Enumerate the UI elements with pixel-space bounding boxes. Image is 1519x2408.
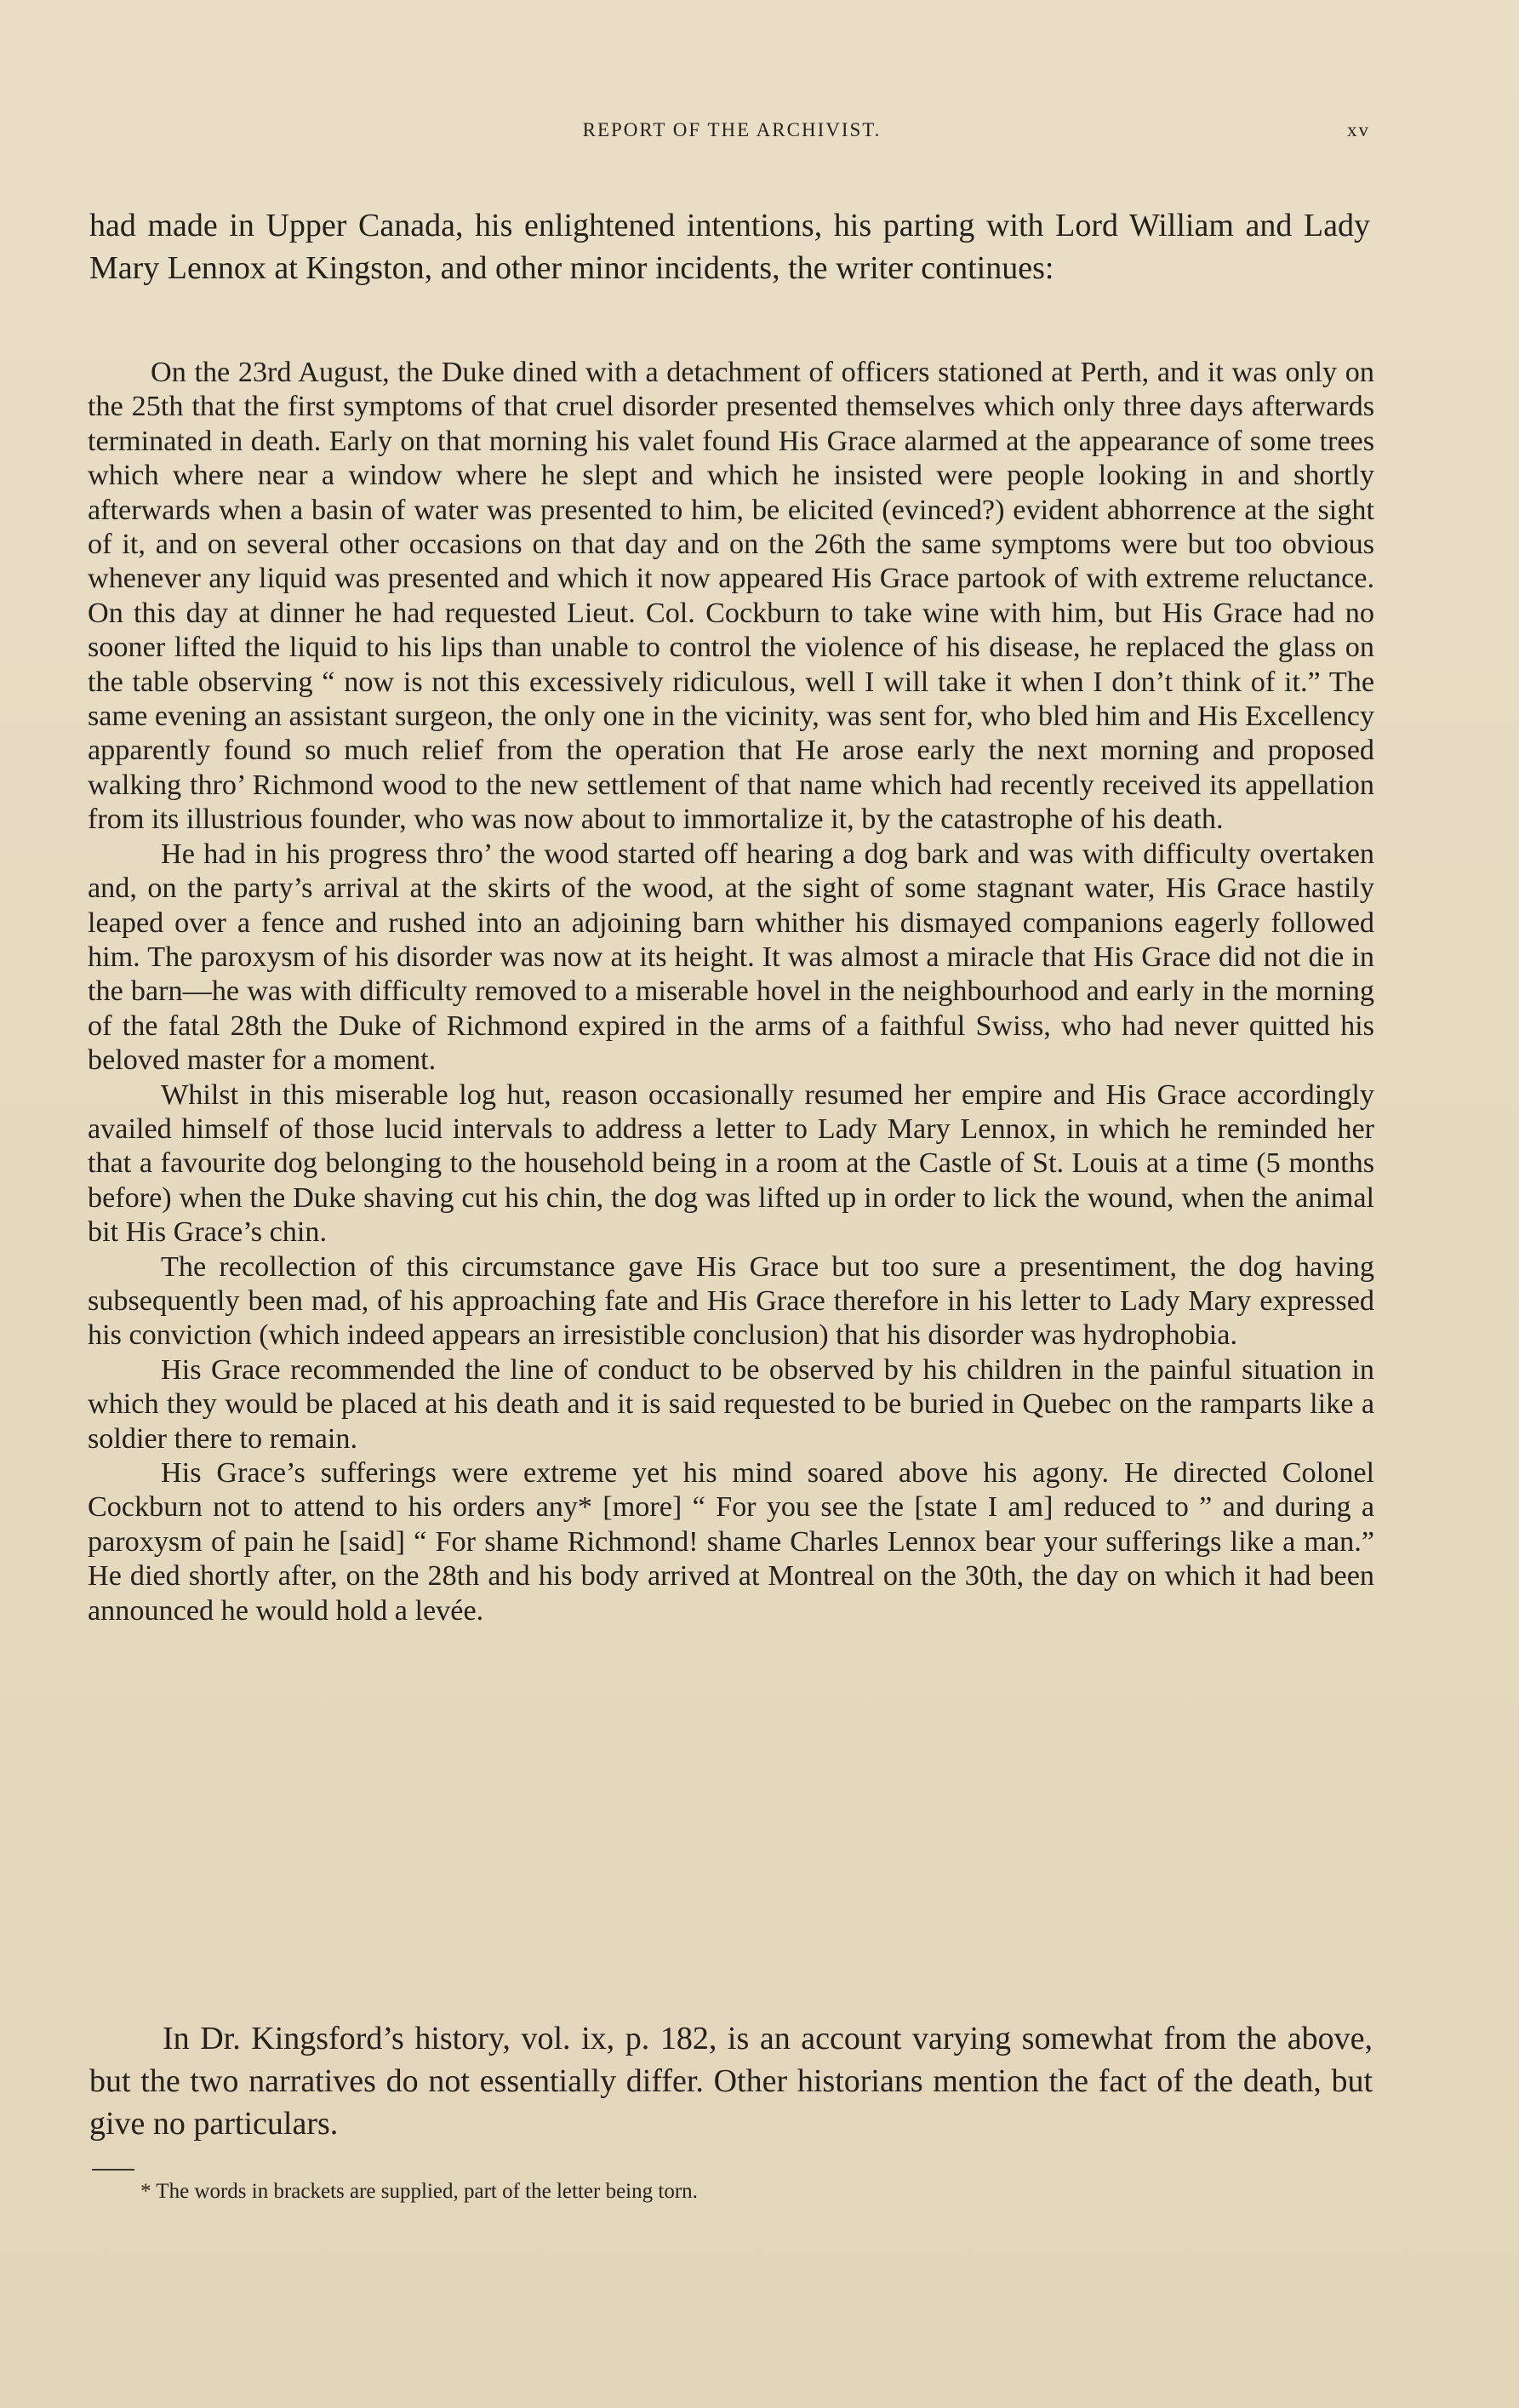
quoted-account xyxy=(88,356,1374,1628)
closing-text: In Dr. Kingsford’s history, vol. ix, p. 182, is an account varying somewhat from the above, but the two narratives do not essentially differ. Other historians mention the fact of the death, but give no particulars. xyxy=(89,2021,1373,2142)
quote-paragraph-1: On the 23rd August, the Duke dined with a detachment of officers stationed at Perth, and it was only on the 25th that the first symptoms of that cruel disorder presented themselves which only three days afterwards terminated in death. Early on that morning his valet found His Grace alarmed at the appearance of some trees which where near a window where he slept and which he insisted were people looking in and shortly afterwards when a basin of water was presented to him, be elicited (evinced?) evident abhorrence at the sight of it, and on several other occasions on that day and on the 26th the same symptoms were but too obvious whenever any liquid was presented and which it now appeared His Grace partook of with extreme reluctance. On this day at dinner he had requested Lieut. Col. Cockburn to take wine with him, but His Grace had no sooner lifted the liquid to his lips than unable to control the violence of his disease, he replaced the glass on the table observing “ now is not this excessively ridiculous, well I will take it when I don’t think of it.” The same evening an assistant surgeon, the only one in the vicinity, was sent for, who bled him and His Excellency apparently found so much relief from the operation that He arose early the next morning and proposed walking thro’ Richmond wood to the new settlement of that name which had recently received its appellation from its illustrious founder, who was now about to immortalize it, by the catastrophe of his death. xyxy=(88,357,1374,836)
running-title: REPORT OF THE ARCHIVIST. xyxy=(582,119,882,140)
quote-paragraph-2: He had in his progress thro’ the wood started off hearing a dog bark and was with difficulty overtaken and, on the party’s arrival at the skirts of the wood, at the sight of some stagnant water, His Grace hastily leaped over a fence and rushed into an adjoining barn whither his dismayed companions eagerly followed him. The paroxysm of his disorder was now at its height. It was almost a miracle that His Grace did not die in the barn—he was with difficulty removed to a miserable hovel in the neighbourhood and early in the morning of the fatal 28th the Duke of Richmond expired in the arms of a faithful Swiss, who had never quitted his beloved master for a moment. xyxy=(88,838,1374,1077)
footnote: * The words in brackets are supplied, part of the letter being torn. xyxy=(140,2180,698,2203)
page-number: xv xyxy=(1347,119,1370,140)
intro-text: had made in Upper Canada, his enlightened intentions, his parting with Lord William and Lady Mary Lennox at Kingston, and other minor incidents, the writer continues: xyxy=(89,208,1370,286)
quote-paragraph-6: His Grace’s sufferings were extreme yet his mind soared above his agony. He directed Colonel Cockburn not to attend to his orders any* [more] “ For you see the [state I am] reduced to ” and during a paroxysm of pain he [said] “ For shame Richmond! shame Charles Lennox bear your sufferings like a man.” He died shortly after, on the 28th and his body arrived at Montreal on the 30th, the day on which it had been announced he would hold a levée. xyxy=(88,1457,1374,1627)
quote-paragraph-4: The recollection of this circumstance gave His Grace but too sure a presentiment, the dog having subsequently been mad, of his approaching fate and His Grace therefore in his letter to Lady Mary expressed his conviction (which indeed appears an irresistible conclusion) that his disorder was hydrophobia. xyxy=(88,1250,1374,1352)
closing-paragraph xyxy=(89,2017,1373,2145)
quote-paragraph-3: Whilst in this miserable log hut, reason occasionally resumed her empire and His Grace accordingly availed himself of those lucid intervals to address a letter to Lady Mary Lennox, in which he reminded her that a favourite dog belonging to the household being in a room at the Castle of St. Louis at a time (5 months before) when the Duke shaving cut his chin, the dog was lifted up in order to lick the wound, when the animal bit His Grace’s chin. xyxy=(88,1078,1374,1249)
running-head xyxy=(94,119,1370,153)
footnote-rule xyxy=(92,2169,134,2171)
intro-paragraph xyxy=(89,204,1370,289)
quote-paragraph-5: His Grace recommended the line of conduct to be observed by his children in the painful situation in which they would be placed at his death and it is said requested to be buried in Quebec on the ramparts like a soldier there to remain. xyxy=(88,1353,1374,1455)
